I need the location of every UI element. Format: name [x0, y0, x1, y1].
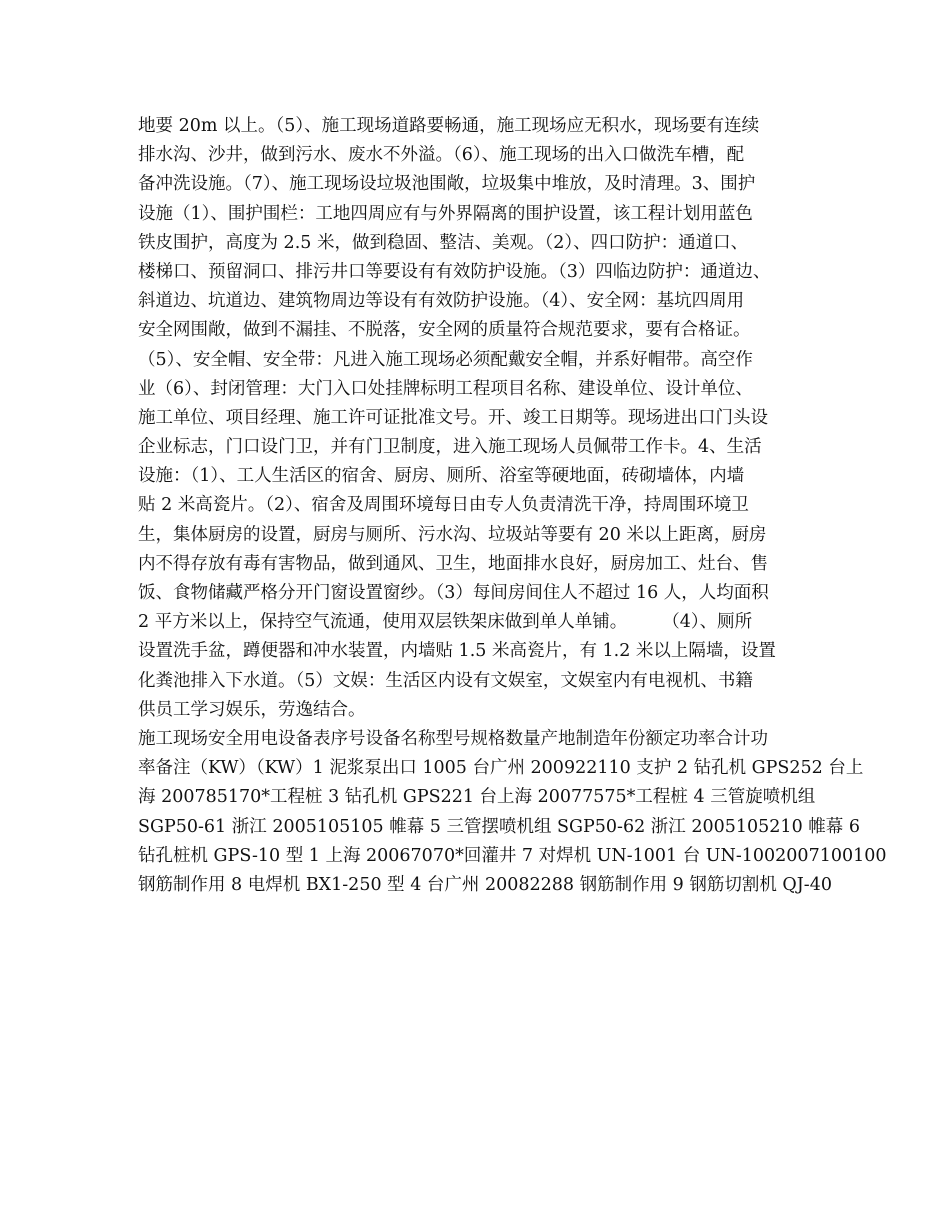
text-line: 铁皮围护，高度为 2.5 米，做到稳固、整洁、美观。（2）、四口防护：通道口、	[138, 232, 749, 253]
text-line: 安全网围敞，做到不漏挂、不脱落，安全网的质量符合规范要求，要有合格证。	[138, 320, 751, 341]
text-line: 斜道边、坑道边、建筑物周边等设有有效防护设施。（4）、安全网：基坑四周用	[138, 291, 745, 312]
text-line: 设施（1）、围护围栏：工地四周应有与外界隔离的围护设置，该工程计划用蓝色	[138, 203, 753, 224]
text-line: 排水沟、沙井，做到污水、废水不外溢。（6）、施工现场的出入口做洗车槽，配	[138, 145, 745, 166]
text-line: 企业标志，门口设门卫，并有门卫制度，进入施工现场人员佩带工作卡。4、生活	[138, 437, 762, 458]
text-line: 生，集体厨房的设置，厨房与厕所、污水沟、垃圾站等要有 20 米以上距离，厨房	[138, 524, 767, 545]
text-line: 业（6）、封闭管理：大门入口处挂牌标明工程项目名称、建设单位、设计单位、	[138, 378, 753, 399]
text-line: 海 200785170*工程桩 3 钻孔机 GPS221 台上海 20077575*工程桩 4 三管旋喷机组	[138, 787, 816, 808]
paragraph-electrical-equipment-table	[138, 725, 887, 900]
text-line: 贴 2 米高瓷片。（2）、宿舍及周围环境每日由专人负责清洗干净，持周围环境卫	[138, 495, 749, 516]
text-line: 率备注（KW）（KW）1 泥浆泵出口 1005 台广州 200922110 支护 2 钻孔机 GPS252 台上	[138, 758, 864, 779]
text-line: 设施：（1）、工人生活区的宿舍、厨房、厕所、浴室等硬地面，砖砌墙体，内墙	[138, 466, 745, 487]
text-line: 2 平方米以上，保持空气流通，使用双层铁架床做到单人单铺。 （4）、厕所	[138, 612, 753, 633]
text-line: 施工现场安全用电设备表序号设备名称型号规格数量产地制造年份额定功率合计功	[138, 728, 768, 749]
document-body	[138, 112, 887, 900]
text-line: 地要 20m 以上。（5）、施工现场道路要畅通，施工现场应无积水，现场要有连续	[138, 116, 760, 136]
text-line: 楼梯口、预留洞口、排污井口等要设有有效防护设施。（3）四临边防护：通道边、	[138, 261, 771, 282]
text-line: 饭、食物储藏严格分开门窗设置窗纱。（3）每间房间住人不超过 16 人，人均面积	[138, 583, 769, 603]
text-line: 供员工学习娱乐，劳逸结合。	[138, 699, 366, 720]
text-line: 设置洗手盆，蹲便器和冲水装置，内墙贴 1.5 米高瓷片，有 1.2 米以上隔墙，设置	[138, 641, 776, 662]
text-line: SGP50-61 浙江 2005105105 帷幕 5 三管摆喷机组 SGP50-62 浙江 2005105210 帷幕 6	[138, 816, 860, 837]
text-line: 钻孔桩机 GPS-10 型 1 上海 20067070*回灌井 7 对焊机 UN-1001 台 UN-1002007100100	[138, 845, 887, 866]
text-line: （5）、安全帽、安全带：凡进入施工现场必须配戴安全帽，并系好帽带。高空作	[138, 349, 753, 370]
text-line: 备冲洗设施。（7）、施工现场设垃圾池围敞，垃圾集中堆放，及时清理。3、围护	[138, 174, 756, 195]
paragraph-site-facilities	[138, 112, 830, 725]
text-line: 钢筋制作用 8 电焊机 BX1-250 型 4 台广州 20082288 钢筋制作用 9 钢筋切割机 QJ-40	[138, 874, 832, 895]
text-line: 内不得存放有毒有害物品，做到通风、卫生，地面排水良好，厨房加工、灶台、售	[138, 553, 768, 574]
text-line: 施工单位、项目经理、施工许可证批准文号。开、竣工日期等。现场进出口门头设	[138, 407, 768, 428]
text-line: 化粪池排入下水道。（5）文娱：生活区内设有文娱室，文娱室内有电视机、书籍	[138, 670, 753, 691]
